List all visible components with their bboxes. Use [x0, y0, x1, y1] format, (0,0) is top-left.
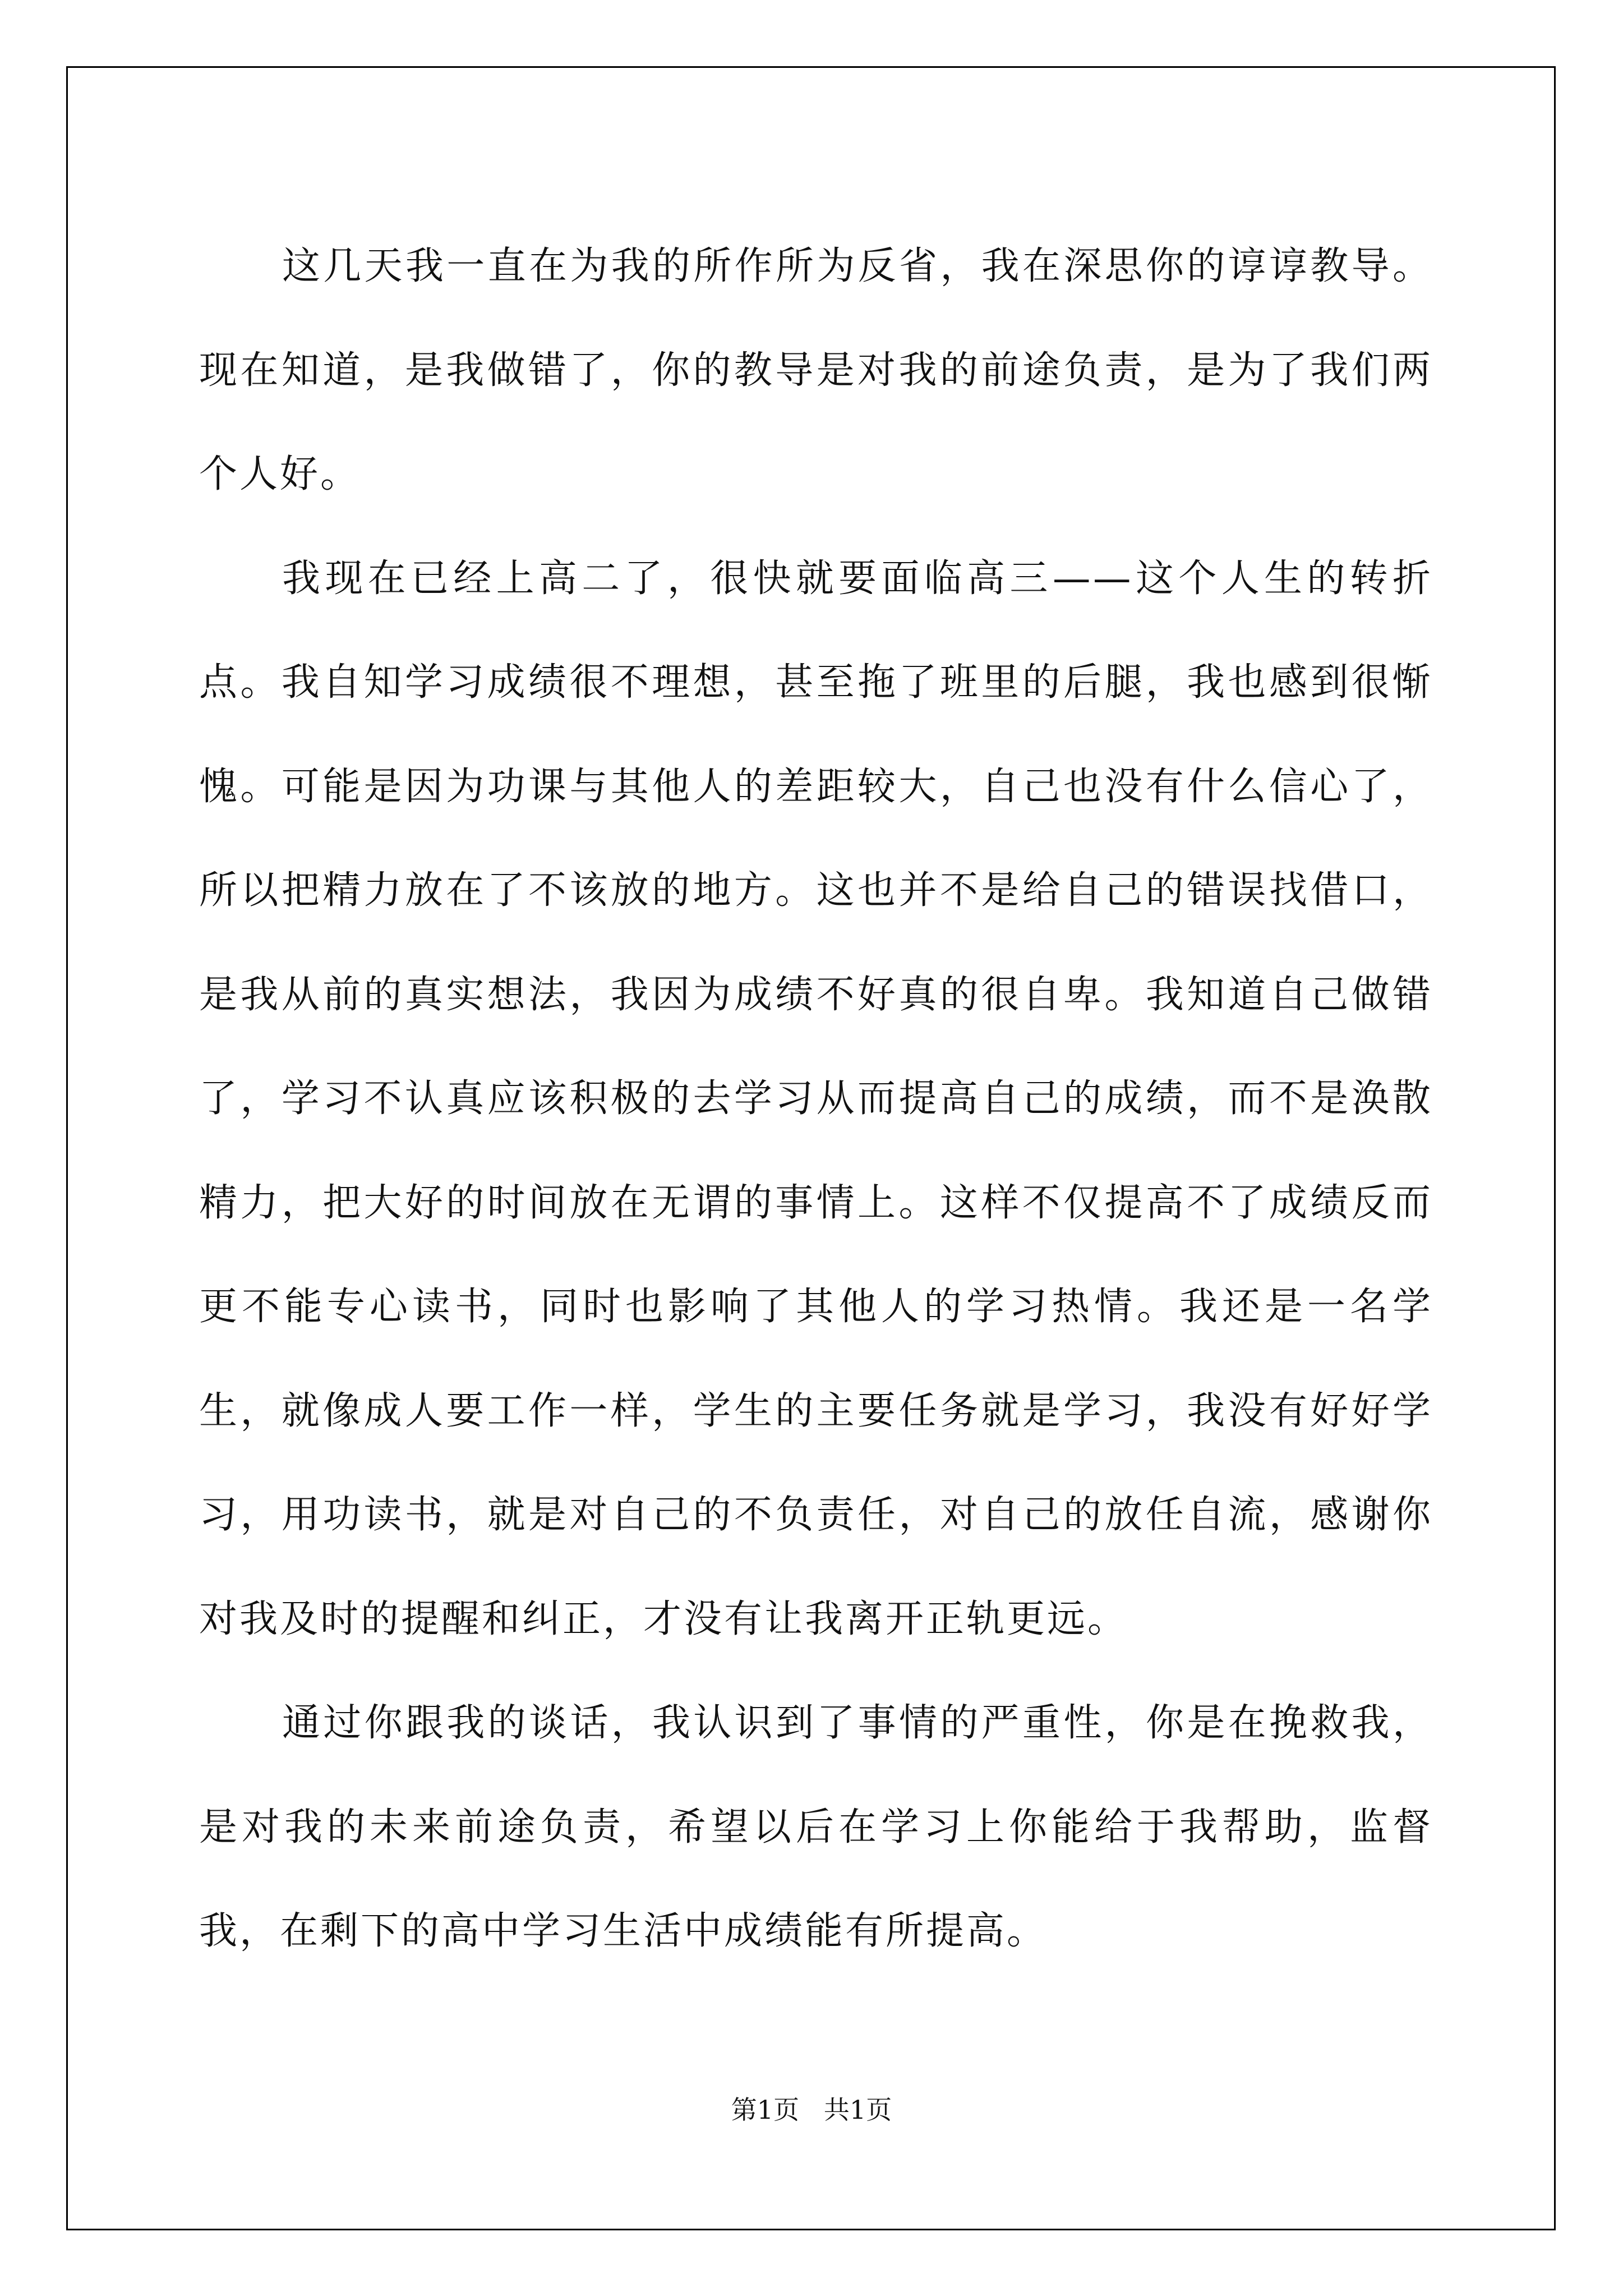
paragraph-3: 通过你跟我的谈话，我认识到了事情的严重性，你是在挽救我，是对我的未来前途负责，希望以后在学习上你能给于我帮助，监督我，在剩下的高中学习生活中成绩能有所提高。: [199, 1701, 1433, 1953]
page-number-footer: 第1页 共1页: [731, 2095, 892, 2125]
paragraph-1: 这几天我一直在为我的所作所为反省，我在深思你的谆谆教导。现在知道，是我做错了，你的教导是对我的前途负责，是为了我们两个人好。: [199, 244, 1433, 496]
paragraph-2: 我现在已经上高二了，很快就要面临高三——这个人生的转折点。我自知学习成绩很不理想，甚至拖了班里的后腿，我也感到很惭愧。可能是因为功课与其他人的差距较大，自己也没有什么信心了，所以把精力放在了不该放的地方。这也并不是给自己的错误找借口，是我从前的真实想法，我因为成绩不好真的很自卑。我知道自己做错了，学习不认真应该积极的去学习从而提高自己的成绩，而不是涣散精力，把大好的时间放在无谓的事情上。这样不仅提高不了成绩反而更不能专心读书，同时也影响了其他人的学习热情。我还是一名学生，就像成人要工作一样，学生的主要任务就是学习，我没有好好学习，用功读书，就是对自己的不负责任，对自己的放任自流，感谢你对我及时的提醒和纠正，才没有让我离开正轨更远。: [199, 556, 1433, 1641]
document-body: [199, 214, 1433, 1984]
